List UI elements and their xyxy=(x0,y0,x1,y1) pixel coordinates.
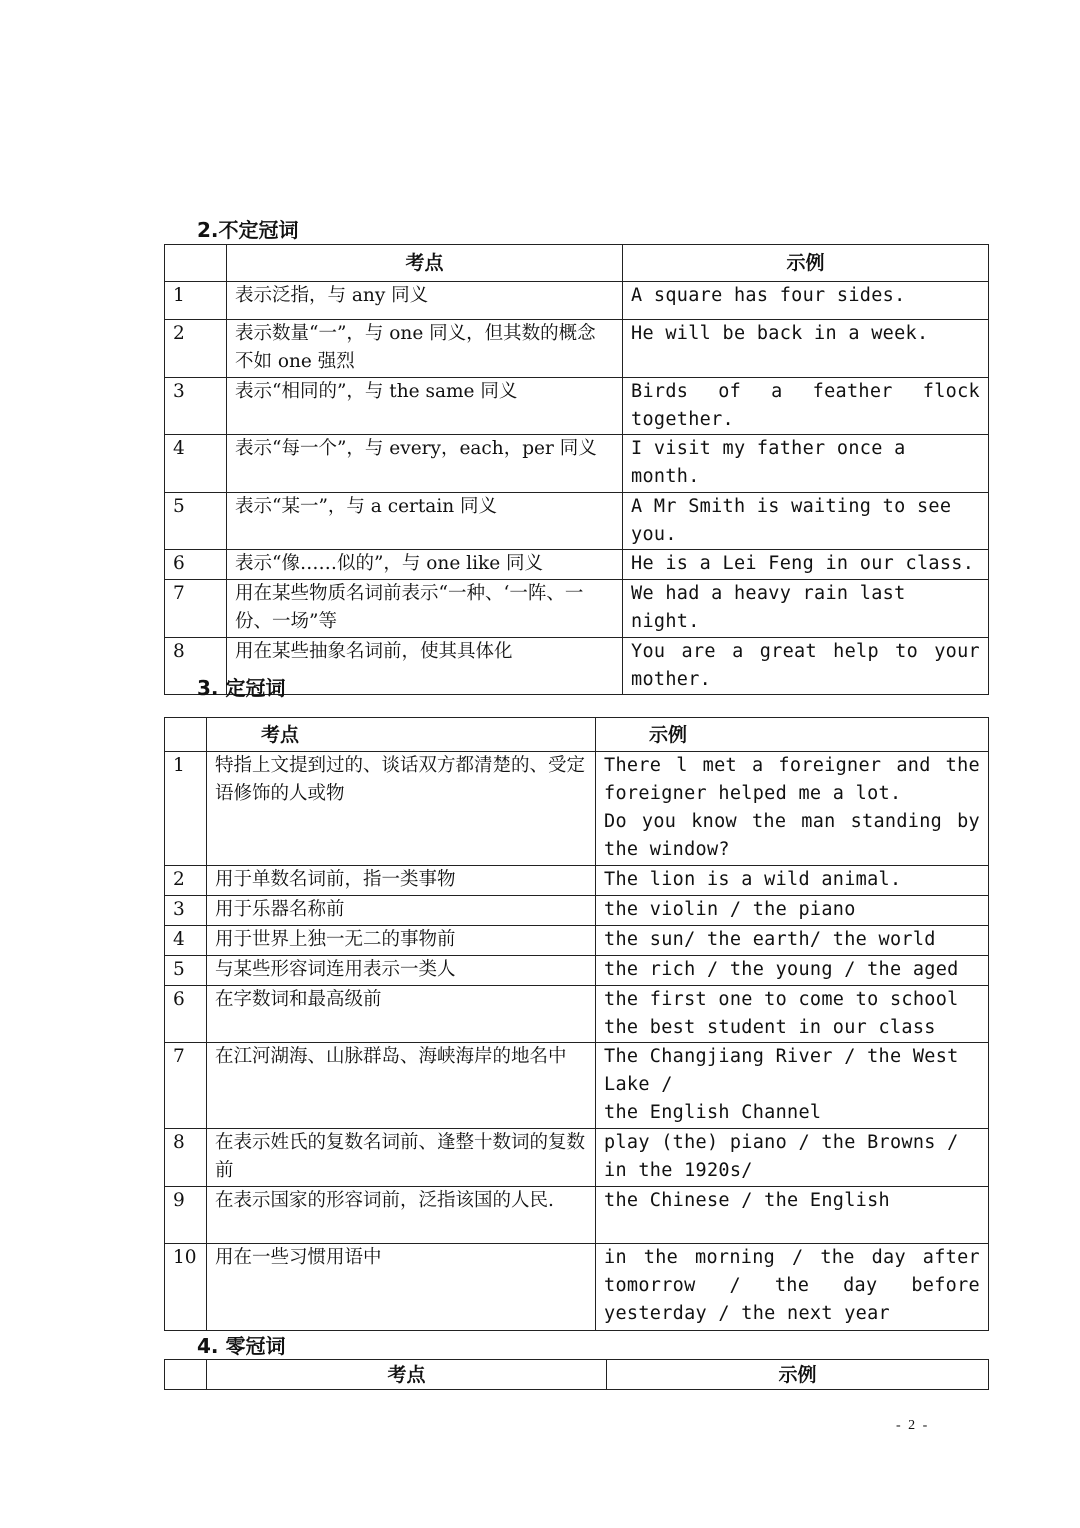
table-row xyxy=(165,580,989,638)
example-cell xyxy=(596,1244,989,1331)
point-cell: 用在某些抽象名词前，使其具体化 xyxy=(227,638,623,695)
header-example: 示例 xyxy=(623,245,989,282)
example-line: You are a great help to your mother. xyxy=(631,641,980,690)
header-example: 示例 xyxy=(596,718,989,752)
example-cell xyxy=(596,866,989,896)
empty-header-cell xyxy=(165,718,207,752)
example-cell xyxy=(596,956,989,986)
row-number: 10 xyxy=(165,1244,207,1331)
example-line: the sun/ the earth/ the world xyxy=(604,929,936,950)
row-number: 4 xyxy=(165,926,207,956)
point-cell: 在表示国家的形容词前，泛指该国的人民. xyxy=(207,1187,596,1244)
point-cell: 表示数量“一”，与 one 同义，但其数的概念不如 one 强烈 xyxy=(227,320,623,378)
example-cell xyxy=(596,1187,989,1244)
row-number: 8 xyxy=(165,1129,207,1187)
example-line: the Chinese / the English xyxy=(604,1190,890,1211)
table-row xyxy=(165,1187,989,1244)
example-cell xyxy=(596,1129,989,1187)
point-cell: 在江河湖海、山脉群岛、海峡海岸的地名中 xyxy=(207,1043,596,1129)
row-number: 5 xyxy=(165,493,227,550)
example-line: Birds of a feather flock together. xyxy=(631,381,980,430)
header-point: 考点 xyxy=(207,718,596,752)
header-example: 示例 xyxy=(607,1360,989,1390)
example-cell xyxy=(623,550,989,580)
point-cell: 用于乐器名称前 xyxy=(207,896,596,926)
example-cell xyxy=(623,435,989,493)
row-number: 2 xyxy=(165,866,207,896)
table-row xyxy=(165,866,989,896)
example-line: He is a Lei Feng in our class. xyxy=(631,553,975,574)
example-line: I visit my father once a month. xyxy=(631,438,906,487)
table-row xyxy=(165,1244,989,1331)
row-number: 3 xyxy=(165,896,207,926)
example-line: He will be back in a week. xyxy=(631,323,929,344)
example-line: There l met a foreigner and the foreigner helped me a lot. xyxy=(604,755,980,804)
row-number: 6 xyxy=(165,986,207,1043)
table-row xyxy=(165,282,989,320)
table-row xyxy=(165,896,989,926)
definite-article-table xyxy=(164,717,989,1331)
point-cell: 与某些形容词连用表示一类人 xyxy=(207,956,596,986)
example-cell xyxy=(623,638,989,695)
table-row xyxy=(165,986,989,1043)
empty-header-cell xyxy=(165,245,227,282)
table-row xyxy=(165,378,989,435)
example-line: A Mr Smith is waiting to see you. xyxy=(631,496,952,545)
row-number: 5 xyxy=(165,956,207,986)
row-number: 7 xyxy=(165,1043,207,1129)
example-line: The lion is a wild animal. xyxy=(604,869,902,890)
row-number: 9 xyxy=(165,1187,207,1244)
example-line: in the morning / the day after tomorrow / the day before yesterday / the next year xyxy=(604,1247,980,1324)
example-line: We had a heavy rain last night. xyxy=(631,583,906,632)
table-row xyxy=(165,320,989,378)
example-line: the violin / the piano xyxy=(604,899,856,920)
table-row xyxy=(165,926,989,956)
row-number: 3 xyxy=(165,378,227,435)
table-row xyxy=(165,493,989,550)
row-number: 1 xyxy=(165,752,207,866)
example-cell xyxy=(596,752,989,866)
example-line: the rich / the young / the aged xyxy=(604,959,959,980)
point-cell: 特指上文提到过的、谈话双方都清楚的、受定语修饰的人或物 xyxy=(207,752,596,866)
empty-header-cell xyxy=(165,1360,207,1390)
point-cell: 表示“某一”，与 a certain 同义 xyxy=(227,493,623,550)
table-row xyxy=(165,1129,989,1187)
table-row xyxy=(165,550,989,580)
example-line: the English Channel xyxy=(604,1102,822,1123)
point-cell: 表示“像……似的”，与 one like 同义 xyxy=(227,550,623,580)
row-number: 8 xyxy=(165,638,227,695)
point-cell: 表示“相同的”，与 the same 同义 xyxy=(227,378,623,435)
table-row xyxy=(165,435,989,493)
example-cell xyxy=(596,1043,989,1129)
point-cell: 用在某些物质名词前表示“一种、‘一阵、一份、一场”等 xyxy=(227,580,623,638)
section-heading-definite-article: 3. 定冠词 xyxy=(197,676,286,700)
example-line: the first one to come to school xyxy=(604,989,959,1010)
table-row xyxy=(165,752,989,866)
point-cell: 用于世界上独一无二的事物前 xyxy=(207,926,596,956)
example-cell xyxy=(623,493,989,550)
example-cell xyxy=(623,580,989,638)
table-row xyxy=(165,1043,989,1129)
example-cell xyxy=(623,282,989,320)
example-line: the best student in our class xyxy=(604,1017,936,1038)
header-point: 考点 xyxy=(207,1360,607,1390)
point-cell: 在表示姓氏的复数名词前、逢整十数词的复数前 xyxy=(207,1129,596,1187)
example-cell xyxy=(596,986,989,1043)
example-line: play (the) piano / the Browns / in the 1920s/ xyxy=(604,1132,959,1181)
page-number: - 2 - xyxy=(896,1418,930,1433)
example-line: Do you know the man standing by the window? xyxy=(604,811,980,860)
point-cell: 表示泛指，与 any 同义 xyxy=(227,282,623,320)
row-number: 2 xyxy=(165,320,227,378)
section-heading-indefinite-article: 2.不定冠词 xyxy=(197,218,299,242)
example-cell xyxy=(623,378,989,435)
section-heading-zero-article: 4. 零冠词 xyxy=(197,1334,286,1358)
example-line: A square has four sides. xyxy=(631,285,906,306)
example-cell xyxy=(596,926,989,956)
example-cell xyxy=(623,320,989,378)
point-cell: 表示“每一个”，与 every，each，per 同义 xyxy=(227,435,623,493)
zero-article-table xyxy=(164,1359,989,1390)
header-point: 考点 xyxy=(227,245,623,282)
row-number: 1 xyxy=(165,282,227,320)
indefinite-article-table xyxy=(164,244,989,695)
point-cell: 在字数词和最高级前 xyxy=(207,986,596,1043)
row-number: 7 xyxy=(165,580,227,638)
row-number: 6 xyxy=(165,550,227,580)
table-row xyxy=(165,638,989,695)
example-line: The Changjiang River / the West Lake / xyxy=(604,1046,959,1095)
table-row xyxy=(165,956,989,986)
row-number: 4 xyxy=(165,435,227,493)
point-cell: 用于单数名词前，指一类事物 xyxy=(207,866,596,896)
point-cell: 用在一些习惯用语中 xyxy=(207,1244,596,1331)
example-cell xyxy=(596,896,989,926)
